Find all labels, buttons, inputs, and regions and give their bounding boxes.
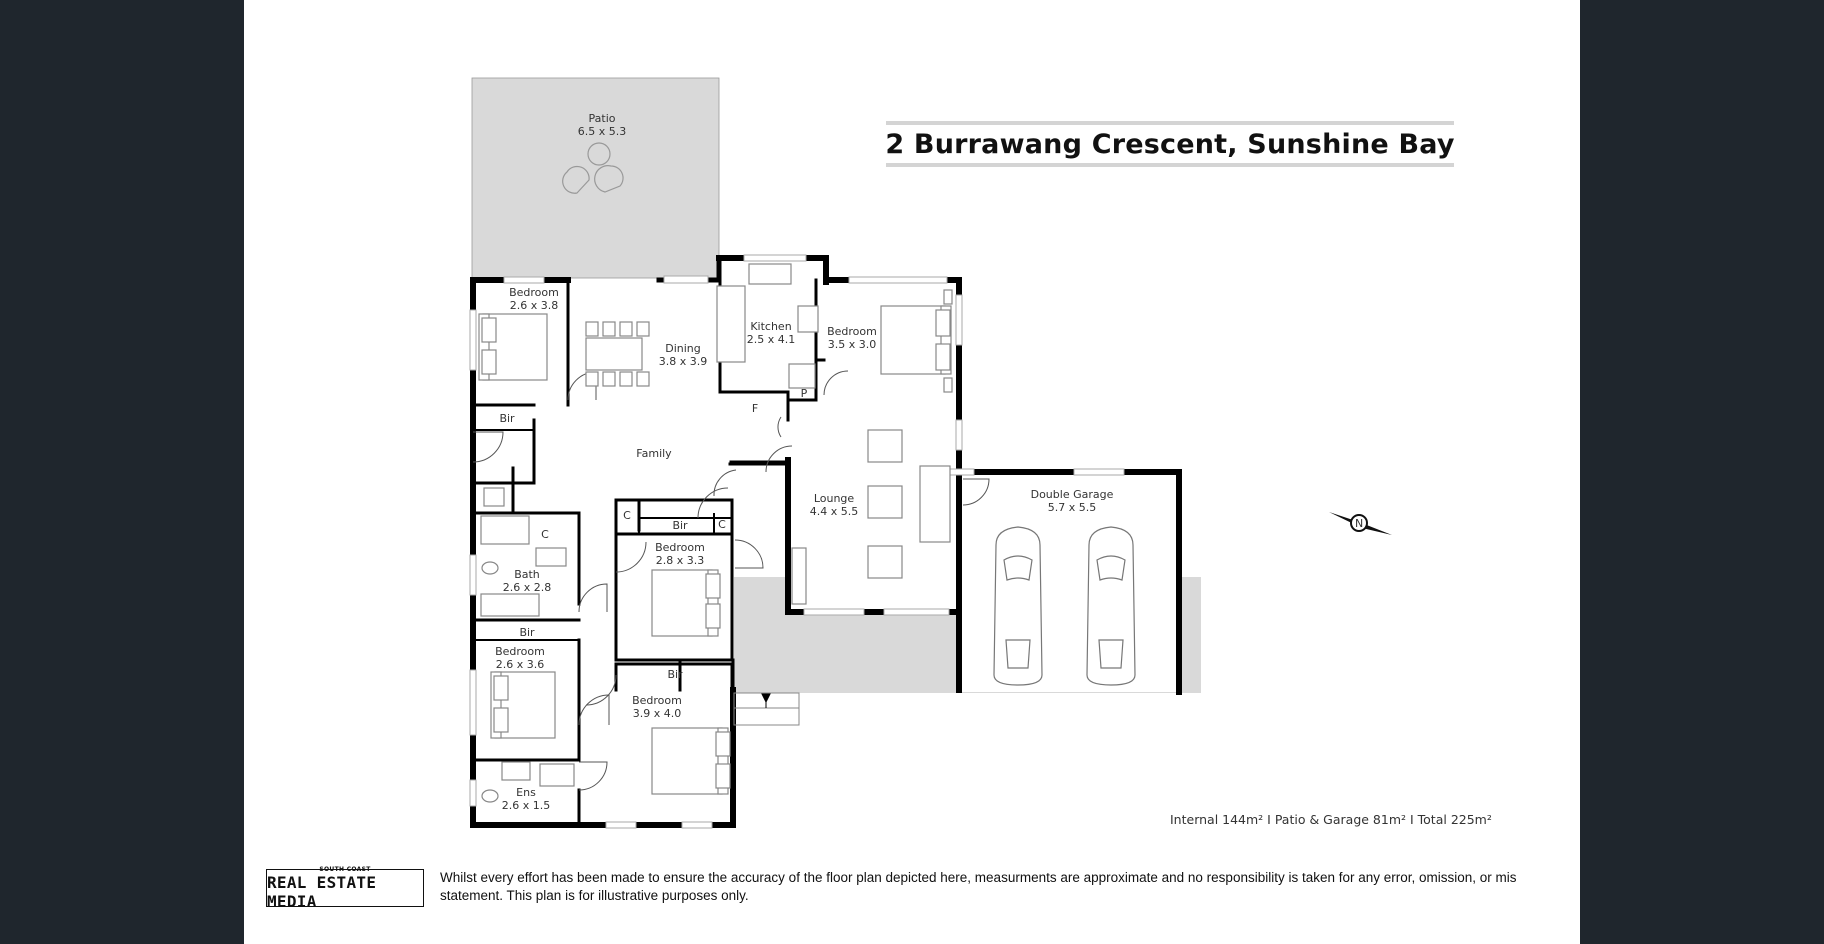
bedroom-s-size: 3.9 x 4.0 — [632, 707, 682, 720]
page-title: 2 Burrawang Crescent, Sunshine Bay — [885, 128, 1455, 160]
double-garage-label: Double Garage — [1030, 488, 1114, 501]
bath-label: Bath — [514, 568, 540, 581]
brand-logo — [266, 865, 424, 911]
bedroom-ne-size: 3.5 x 3.0 — [827, 338, 877, 351]
family-label: Family — [636, 447, 672, 460]
compass-label: N — [1355, 517, 1364, 530]
cupboard-label: C — [623, 509, 631, 522]
area-summary: Internal 144m² I Patio & Garage 81m² I Total 225m² — [1170, 812, 1492, 827]
kitchen-label: Kitchen — [750, 320, 792, 333]
dining-size: 3.8 x 3.9 — [658, 355, 708, 368]
bedroom-nw-label: Bedroom — [509, 286, 559, 299]
logo-main-text: REAL ESTATE MEDIA — [267, 872, 377, 911]
bir-label: Bir — [499, 412, 515, 425]
disclaimer-text: Whilst every effort has been made to ensure the accuracy of the floor plan depicted here, measurments are approximate and no responsibility is taken for any error, omission, or mis statement. This plan is for illustrative purposes only. — [440, 870, 1517, 903]
fridge-label: F — [751, 402, 759, 415]
dining-label: Dining — [665, 342, 701, 355]
compass-icon — [1329, 512, 1392, 535]
bedroom-sw-label: Bedroom — [495, 645, 545, 658]
title-banner — [886, 121, 1454, 167]
ens-label: Ens — [516, 786, 536, 799]
bir-label: Bir — [667, 668, 683, 681]
bedroom-ne-label: Bedroom — [827, 325, 877, 338]
patio-area — [472, 78, 719, 278]
logo-top-text: SOUTH COAST — [319, 865, 371, 873]
bedroom-sw-size: 2.6 x 3.6 — [495, 658, 545, 671]
entry-arrow-icon — [762, 694, 770, 708]
ens-size: 2.6 x 1.5 — [501, 799, 551, 812]
kitchen-size: 2.5 x 4.1 — [746, 333, 796, 346]
bedroom-s-label: Bedroom — [632, 694, 682, 707]
double-garage-size: 5.7 x 5.5 — [1047, 501, 1097, 514]
bath-size: 2.6 x 2.8 — [502, 581, 552, 594]
bedroom-mid-size: 2.8 x 3.3 — [655, 554, 705, 567]
lounge-label: Lounge — [813, 492, 855, 505]
bir-label: Bir — [519, 626, 535, 639]
bir-label: Bir — [672, 519, 688, 532]
cupboard-label: C — [718, 518, 726, 531]
cupboard-label: C — [541, 528, 549, 541]
pantry-label: P — [800, 387, 808, 400]
floor-plan-sheet — [244, 0, 1580, 944]
bedroom-mid-label: Bedroom — [655, 541, 705, 554]
patio-size: 6.5 x 5.3 — [577, 125, 627, 138]
bedroom-nw-size: 2.6 x 3.8 — [509, 299, 559, 312]
patio-label: Patio — [588, 112, 616, 125]
lounge-size: 4.4 x 5.5 — [809, 505, 859, 518]
